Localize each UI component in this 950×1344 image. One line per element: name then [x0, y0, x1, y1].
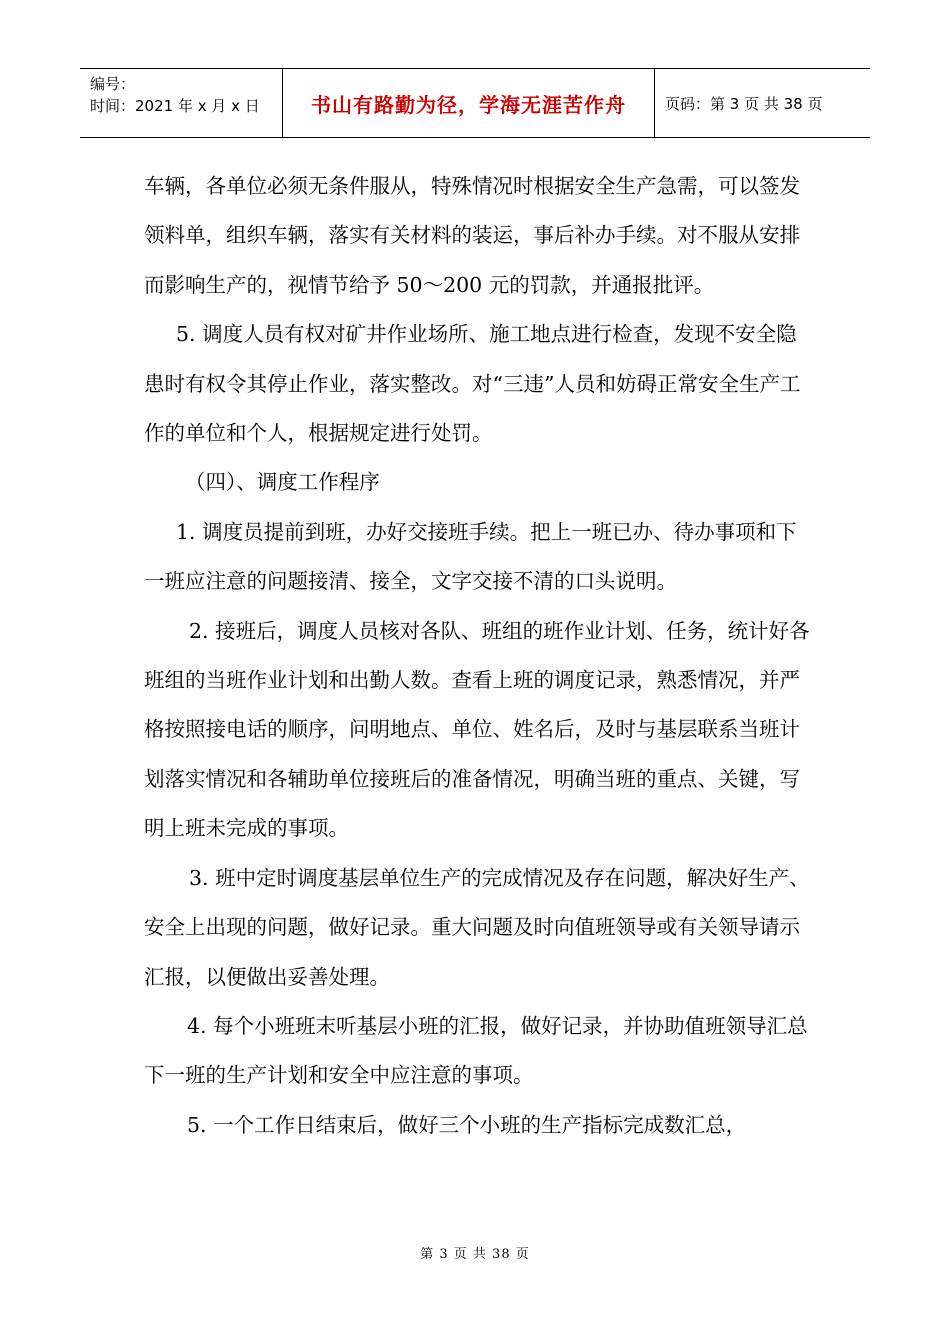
- header-meta: [80, 69, 283, 137]
- paragraph: 5. 一个工作日结束后，做好三个小班的生产指标完成数汇总，: [187, 1112, 747, 1137]
- paragraph: 2. 接班后，调度人员核对各队、班组的班作业计划、任务，统计好各班组的当班作业计划和出勤人数。查看上班的调度记录，熟悉情况，并严格按照接电话的顺序，问明地点、单位、姓名后，及时与基层联系当班计划落实情况和各辅助单位接班后的准备情况，明确当班的重点、关键，写明上班未完成的事项。: [144, 618, 810, 841]
- page-header: [80, 68, 870, 138]
- document-date: 时间：2021 年 x 月 x 日: [90, 97, 260, 115]
- header-motto: 书山有路勤为径，学海无涯苦作舟: [283, 69, 655, 137]
- page-footer: 第 3 页 共 38 页: [420, 1247, 530, 1262]
- paragraph: 4. 每个小班班末听基层小班的汇报，做好记录，并协助值班领导汇总下一班的生产计划和安全中应注意的事项。: [144, 1013, 808, 1088]
- document-body: [144, 162, 810, 1150]
- header-page-info: 页码：第 3 页 共 38 页: [665, 94, 823, 113]
- paragraph: 1. 调度员提前到班，办好交接班手续。把上一班已办、待办事项和下一班应注意的问题接清、接全，文字交接不清的口头说明。: [144, 519, 797, 594]
- paragraph: 3. 班中定时调度基层单位生产的完成情况及存在问题，解决好生产、安全上出现的问题，做好记录。重大问题及时向值班领导或有关领导请示汇报，以便做出妥善处理。: [144, 865, 810, 989]
- paragraph: 5. 调度人员有权对矿井作业场所、施工地点进行检查，发现不安全隐患时有权令其停止作业，落实整改。对“三违”人员和妨碍正常安全生产工作的单位和个人，根据规定进行处罚。: [144, 322, 801, 446]
- document-number: 编号：: [90, 75, 136, 93]
- section-heading: （四）、调度工作程序: [185, 470, 380, 495]
- paragraph: 车辆，各单位必须无条件服从，特殊情况时根据安全生产急需，可以签发领料单，组织车辆，落实有关材料的装运，事后补办手续。对不服从安排而影响生产的，视情节给予 50～200 元的罚款，并通报批评。: [144, 174, 800, 297]
